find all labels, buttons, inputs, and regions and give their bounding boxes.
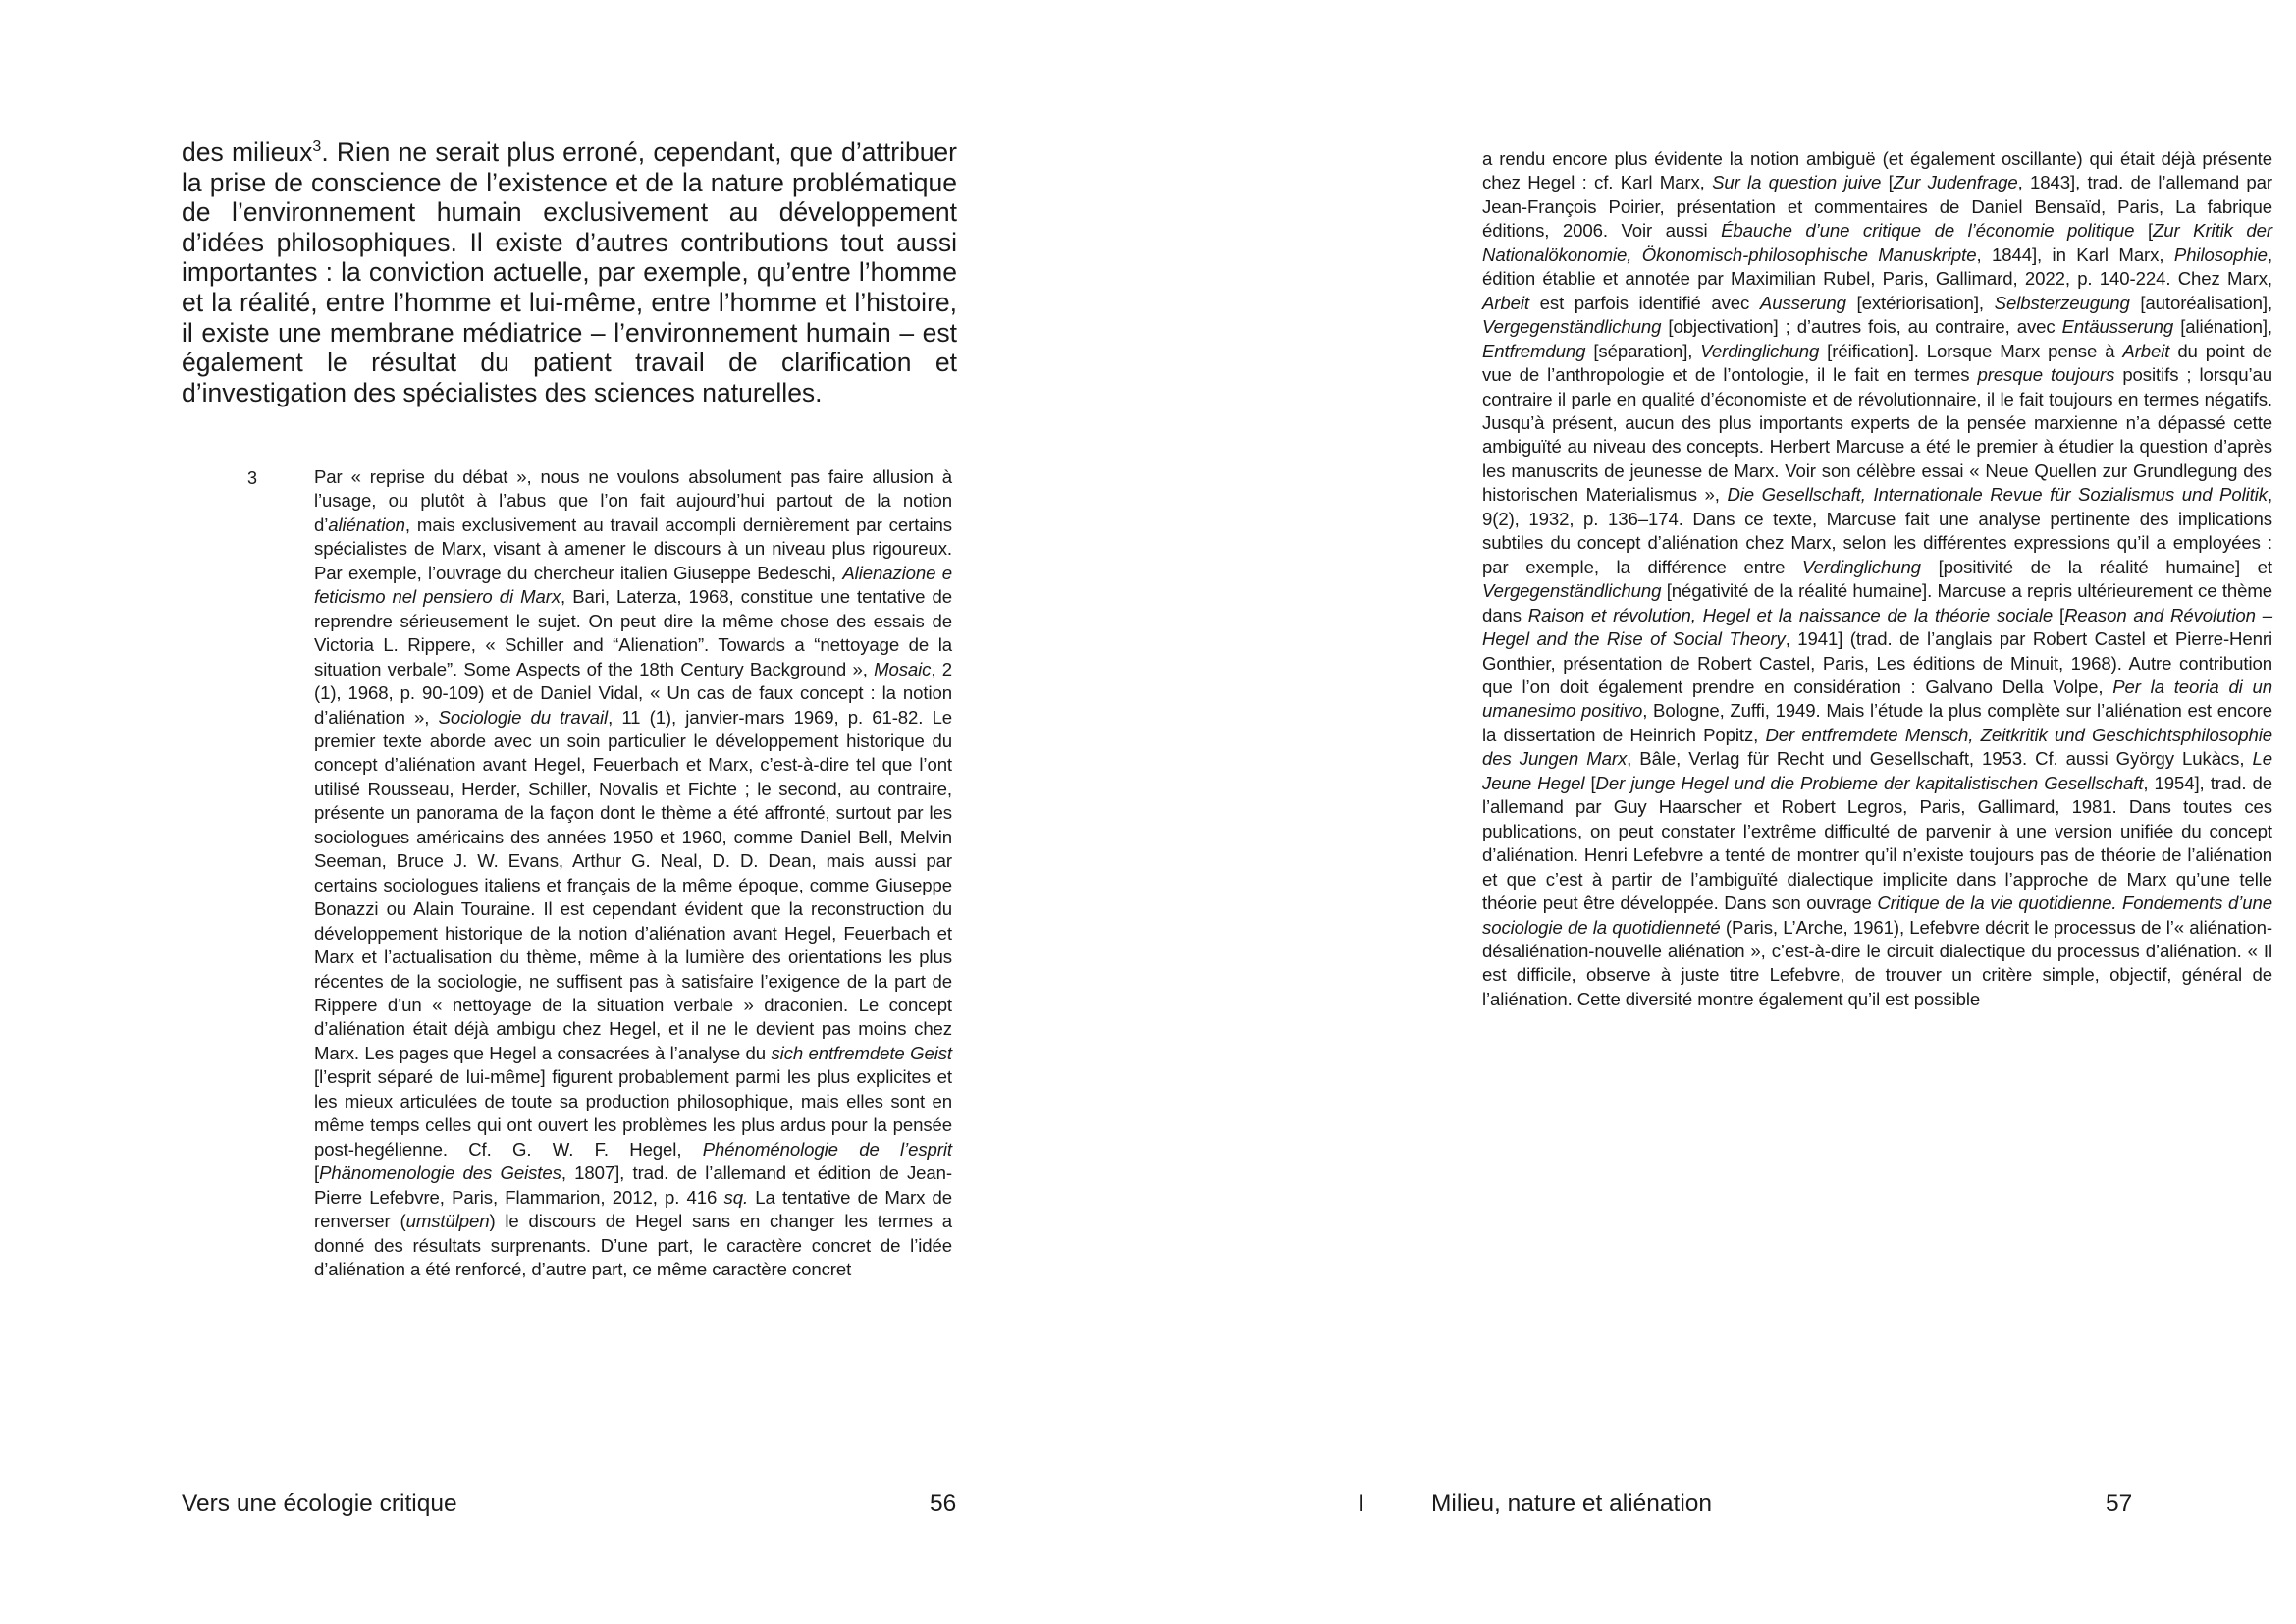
italic-span: Verdinglichung [1802,556,1921,577]
footer-separator: I [1358,1490,1364,1517]
page-number-right: 57 [2106,1490,2133,1517]
italic-span: Critique de la vie quotidienne. Fondements d’une sociologie de la quotidienneté [1482,893,2272,938]
italic-span: presque toujours [1977,364,2115,386]
footnote-continued-text: a rendu encore plus évidente la notion ambiguë (et également oscillante) qui était déjà présente chez Hegel : cf. Karl Marx, Sur la question juive [Zur Judenfrage, 1843], trad. de l’allemand par Jean-François Poirier, présentation et commentaires de Daniel Bensaïd, Paris, La fabrique éditions, 2006. Voir aussi Ébauche d’une critique de l’économie politique [Zur Kritik der Nationalökonomie, Ökonomisch-philosophische Manuskripte, 1844], in Karl Marx, Philosophie, édition établie et annotée par Maximilian Rubel, Paris, Gallimard, 2022, p. 140-224. Chez Marx, Arbeit est parfois identifié avec Ausserung [extériorisation], Selbsterzeugung [autoréalisation], Vergegenständlichung [objectivation] ; d’autres fois, au contraire, avec Entäusserung [aliénation], Entfremdung [séparation], Verdinglichung [réification]. Lorsque Marx pense à Arbeit du point de vue de l’anthropologie et de l’ontologie, il le fait en termes presque toujours positifs ; lorsqu’au contraire il parle en qualité d’économiste et de révolutionnaire, il le fait toujours en termes négatifs. Jusqu’à présent, aucun des plus importants experts de la pensée marxienne n’a dépassé cette ambiguïté au niveau des concepts. Herbert Marcuse a été le premier à étudier la question d’après les manuscrits de jeunesse de Marx. Voir son célèbre essai « Neue Quellen zur Grundlegung des historischen Materialismus », Die Gesellschaft, Internationale Revue für Sozialismus und Politik, 9(2), 1932, p. 136–174. Dans ce texte, Marcuse fait une analyse pertinente des implications subtiles du concept d’aliénation chez Marx, selon les différentes expressions qu’il a employées : par exemple, la différence entre Verdinglichung [positivité de la réalité humaine] et Vergegenständlichung [négativité de la réalité humaine]. Marcuse a repris ultérieurement ce thème dans Raison et révolution, Hegel et la naissance de la théorie sociale [Reason and Révolution – Hegel and the Rise of Social Theory, 1941] (trad. de l’anglais par Robert Castel et Pierre-Henri Gonthier, présentation de Robert Castel, Paris, Les éditions de Minuit, 1968). Autre contribution que l’on doit également prendre en considération : Galvano Della Volpe, Per la teoria di un umanesimo positivo, Bologne, Zuffi, 1949. Mais l’étude la plus complète sur l’aliénation est encore la dissertation de Heinrich Popitz, Der entfremdete Mensch, Zeitkritik und Geschichtsphilosophie des Jungen Marx, Bâle, Verlag für Recht und Gesellschaft, 1953. Cf. aussi György Lukàcs, Le Jeune Hegel [Der junge Hegel und die Probleme der kapitalistischen Gesellschaft, 1954], trad. de l’allemand par Guy Haarscher et Robert Legros, Paris, Gallimard, 1981. Dans toutes ces publications, on peut constater l’extrême difficulté de parvenir à une version unifiée du concept d’aliénation. Henri Lefebvre a tenté de montrer qu’il n’existe toujours pas de théorie de l’aliénation et que c’est à partir de l’ambiguïté dialectique implicite dans l’approche de Marx qu’une telle théorie peut être développée. Dans son ouvrage Critique de la vie quotidienne. Fondements d’une sociologie de la quotidienneté (Paris, L’Arche, 1961), Lefebvre décrit le processus de l’« aliénation-désaliénation-nouvelle aliénation », c’est-à-dire le circuit dialectique du processus d’aliénation. « Il est difficile, observe à juste titre Lefebvre, de trouver un critère simple, objectif, général de l’aliénation. Cette diversité montre également qu’il est possible [1482,148,2273,1009]
footnote-number: 3 [247,468,258,488]
italic-span: Phänomenologie des Geistes [319,1163,561,1184]
page-number-left: 56 [930,1490,957,1517]
italic-span: Mosaic [874,658,932,679]
italic-span: Ausserung [1759,292,1846,313]
body-paragraph: des milieux$^3$. Rien ne serait plus erroné, cependant, que d’attribuer la prise de conscience de l’existence et de la nature problématique de l’environnement humain exclusivement au développement d’idées philosophiques. Il existe d’autres contributions tout aussi importantes : la conviction actuelle, par exemple, qu’entre l’homme et la réalité, entre l’homme et lui-même, entre l’homme et l’histoire, il existe une membrane médiatrice – l’environnement humain – est également le résultat du patient travail de clarification et d’investigation des spécialistes des sciences naturelles. [182,137,957,407]
right-page [1148,0,2296,1624]
italic-span: Der junge Hegel und die Probleme der kapitalistischen Gesellschaft [1595,772,2144,793]
italic-span: umstülpen [405,1211,490,1232]
italic-span: aliénation [328,514,405,535]
running-title-right: Milieu, nature et aliénation [1431,1490,1713,1517]
italic-span: Per la teoria di un umanesimo positivo [1482,676,2272,722]
italic-span: Selbsterzeugung [1994,292,2130,313]
running-title-left: Vers une écologie critique [182,1490,457,1517]
italic-span: Entfremdung [1482,340,1586,361]
italic-span: Arbeit [1482,292,1529,313]
italic-span: Phénoménologie de l’esprit [702,1138,952,1160]
italic-span: Vergegenständlichung [1482,580,1662,602]
italic-span: Sociologie du travail [438,706,609,728]
italic-span: Zur Kritik der Nationalökonomie, Ökonomisch-philosophische Manuskripte [1482,220,2273,265]
italic-span: Arbeit [2122,340,2170,361]
italic-span: Reason and Révolution – Hegel and the Rise of Social Theory [1482,604,2272,650]
italic-span: Vergegenständlichung [1482,316,1662,338]
italic-span: sich entfremdete Geist [771,1042,952,1063]
italic-span: Ébauche d’une critique de l’économie politique [1721,220,2135,242]
italic-span: sq. [723,1186,749,1208]
italic-span: Sur la question juive [1712,172,1882,193]
italic-span: Raison et révolution, Hegel et la naissance de la théorie sociale [1527,604,2054,625]
italic-span: Zur Judenfrage [1893,172,2018,193]
italic-span: Le Jeune Hegel [1482,748,2272,793]
footnote-reference[interactable]: 3 [312,138,322,156]
italic-span: Der entfremdete Mensch, Zeitkritik und Geschichtsphilosophie des Jungen Marx [1482,724,2272,770]
italic-span: Alienazione e feticismo nel pensiero di Marx [314,562,952,608]
footnote-text: Par « reprise du débat », nous ne voulons absolument pas faire allusion à l’usage, ou plutôt à l’abus que l’on fait aujourd’hui partout de la notion d’aliénation, mais exclusivement au travail accompli dernièrement par certains spécialistes de Marx, visant à amener le discours à un niveau plus rigoureux. Par exemple, l’ouvrage du chercheur italien Giuseppe Bedeschi, Alienazione e feticismo nel pensiero di Marx, Bari, Laterza, 1968, constitue une tentative de reprendre sérieusement le sujet. On peut dire la même chose des essais de Victoria L. Rippere, « Schiller and “Alienation”. Towards a “nettoyage de la situation verbale”. Some Aspects of the 18th Century Background », Mosaic, 2 (1), 1968, p. 90-109) et de Daniel Vidal, « Un cas de faux concept : la notion d’aliénation », Sociologie du travail, 11 (1), janvier-mars 1969, p. 61-82. Le premier texte aborde avec un soin particulier le développement historique du concept d’aliénation avant Hegel, Feuerbach et Marx, c’est-à-dire tel que l’ont utilisé Rousseau, Herder, Schiller, Novalis et Fichte ; le second, au contraire, présente un panorama de la façon dont le thème a été affronté, surtout par les sociologues américains des années 1950 et 1960, comme Daniel Bell, Melvin Seeman, Bruce J. W. Evans, Arthur G. Neal, D. D. Dean, mais aussi par certains sociologues italiens et français de la même époque, comme Giuseppe Bonazzi ou Alain Touraine. Il est cependant évident que la reconstruction du développement historique de la notion d’aliénation avant Hegel, Feuerbach et Marx et l’actualisation du thème, même à la lumière des orientations les plus récentes de la sociologie, ne suffisent pas à satisfaire l’exigence de la part de Rippere d’un « nettoyage de la situation verbale » draconien. Le concept d’aliénation était déjà ambigu chez Hegel, et il ne le devient pas moins chez Marx. Les pages que Hegel a consacrées à l’analyse du sich entfremdete Geist [l’esprit séparé de lui-même] figurent probablement parmi les plus explicites et les mieux articulées de toute sa production philosophique, mais elles sont en même temps celles qui ont ouvert les problèmes les plus ardus pour la pensée post-hegélienne. Cf. G. W. F. Hegel, Phénoménologie de l’esprit [Phänomenologie des Geistes, 1807], trad. de l’allemand et édition de Jean-Pierre Lefebvre, Paris, Flammarion, 2012, p. 416 sq. La tentative de Marx de renverser (umstülpen) le discours de Hegel sans en changer les termes a donné des résultats surprenants. D’une part, le caractère concret de l’idée d’aliénation a été renforcé, d’autre part, ce même caractère concret [314,466,953,1279]
italic-span: Die Gesellschaft, Internationale Revue für Sozialismus und Politik [1727,484,2268,506]
italic-span: Entäusserung [2061,316,2174,338]
italic-span: Philosophie [2173,244,2268,265]
italic-span: Verdinglichung [1700,340,1820,361]
